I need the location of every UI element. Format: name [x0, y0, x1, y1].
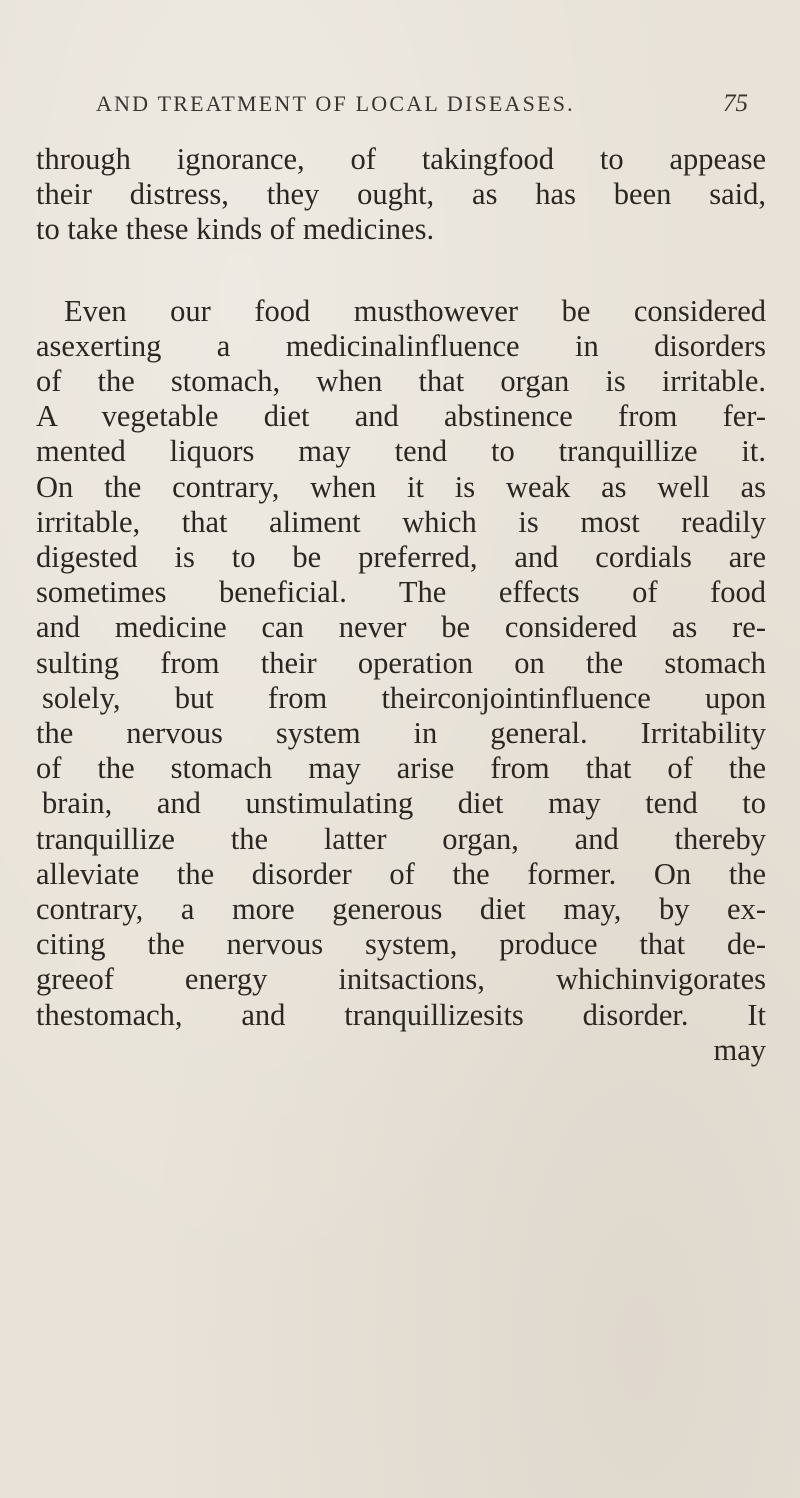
text-line: sometimes beneficial. The effects of food	[36, 575, 766, 610]
text-line: digested is to be preferred, and cordials are	[36, 540, 766, 575]
text-line: and medicine can never be considered as re-	[36, 610, 766, 645]
text-line: citing the nervous system, produce that de-	[36, 927, 766, 962]
text-line: brain, and unstimulating diet may tend to	[42, 786, 766, 821]
text-line: On the contrary, when it is weak as well as	[36, 469, 766, 504]
text-line: to take these kinds of medicines.	[36, 212, 435, 247]
text-line: greeof energy initsactions, whichinvigorates	[36, 962, 766, 997]
catchword: may	[713, 1032, 766, 1067]
text-line: sulting from their operation on the stomach	[36, 645, 766, 680]
running-header	[96, 84, 752, 124]
text-line: the nervous system in general. Irritability	[36, 716, 766, 751]
text-line: alleviate the disorder of the former. On the	[36, 856, 766, 891]
page-number: 75	[723, 90, 748, 117]
text-line: irritable, that aliment which is most readily	[36, 504, 766, 539]
text-line: contrary, a more generous diet may, by ex-	[36, 892, 766, 927]
text-line: their distress, they ought, as has been said,	[36, 177, 766, 212]
text-line: of the stomach may arise from that of the	[36, 751, 766, 786]
text-line: tranquillize the latter organ, and thereby	[36, 821, 766, 856]
text-line: solely, but from theirconjointinfluence upon	[42, 680, 766, 715]
text-line: A vegetable diet and abstinence from fer-	[36, 399, 766, 434]
text-line: thestomach, and tranquillizesits disorder. It	[36, 997, 766, 1032]
text-line: of the stomach, when that organ is irritable.	[36, 364, 766, 399]
paragraph-first-line: Even our food musthowever be considered	[64, 293, 766, 328]
text-line: asexerting a medicinalinfluence in disorders	[36, 328, 766, 363]
header-title: AND TREATMENT OF LOCAL DISEASES.	[96, 91, 575, 116]
text-line: mented liquors may tend to tranquillize it.	[36, 434, 766, 469]
body-text	[36, 142, 766, 1068]
text-line: through ignorance, of takingfood to appease	[36, 142, 766, 176]
